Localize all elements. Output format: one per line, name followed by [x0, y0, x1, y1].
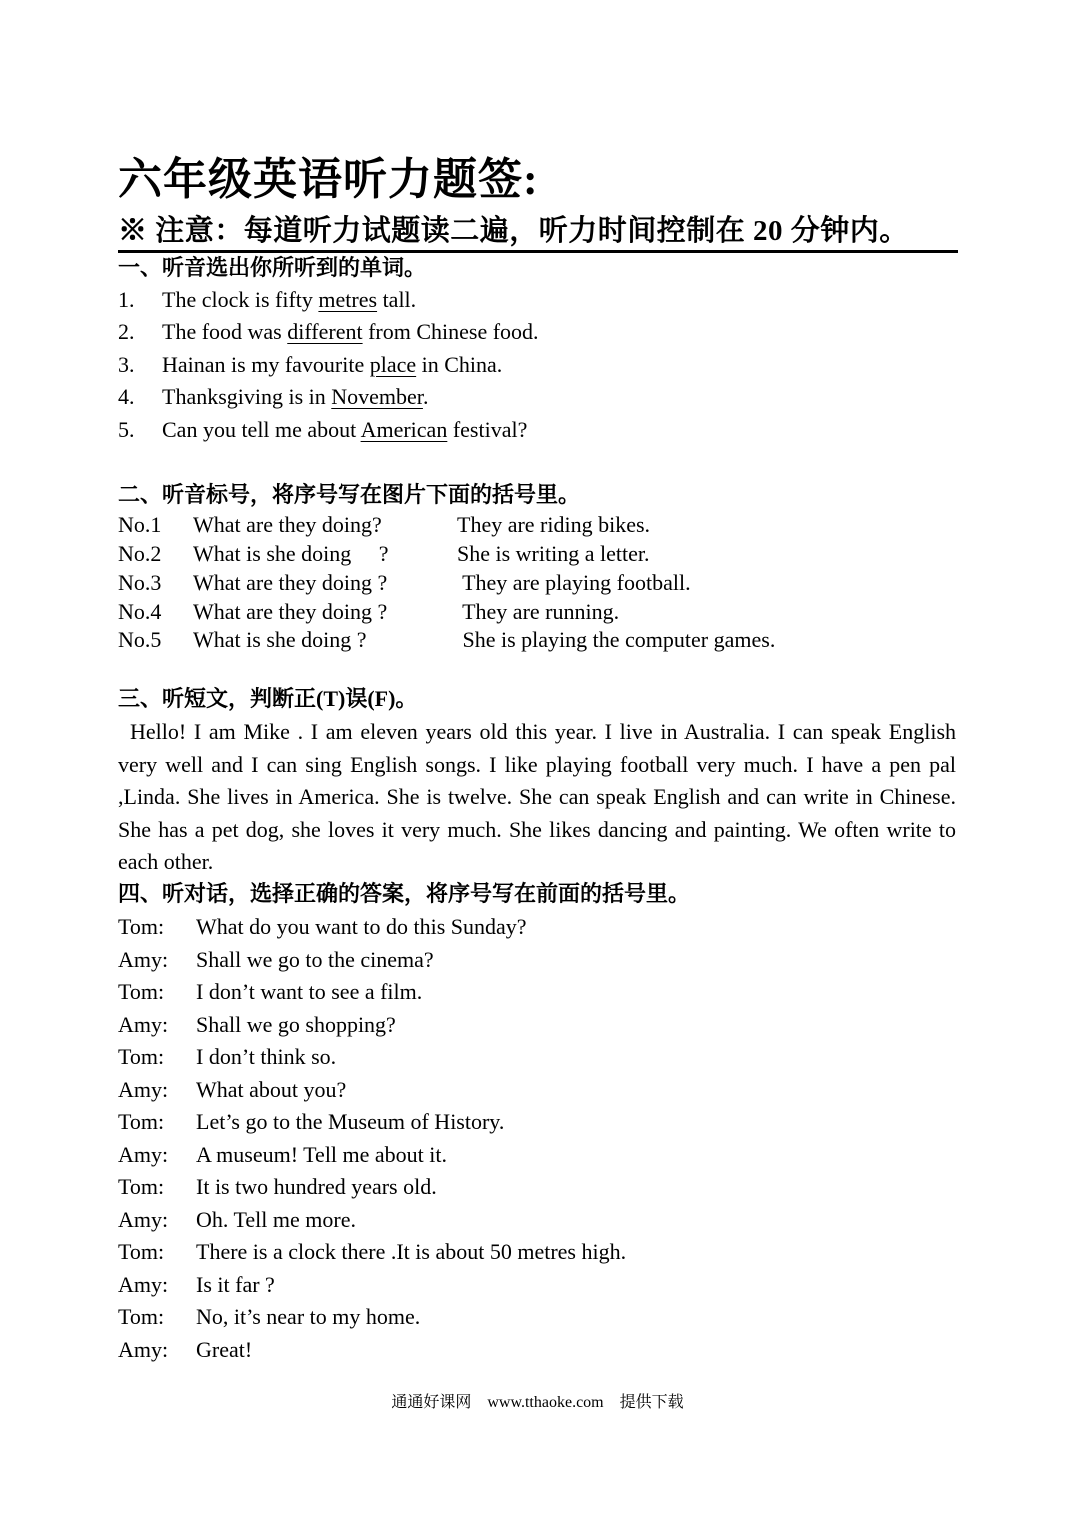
- item-text-after: tall.: [377, 287, 417, 312]
- item-question: What is she doing ?: [193, 627, 367, 652]
- utterance: I don’t think so.: [196, 1044, 337, 1069]
- item-number: 1.: [118, 287, 135, 312]
- dialogue-line: [118, 945, 434, 975]
- section-2-item: [118, 510, 650, 540]
- utterance: Shall we go to the cinema?: [196, 947, 434, 972]
- item-question: What are they doing?: [193, 512, 382, 537]
- section-2-item: [118, 597, 619, 627]
- item-text-after: in China.: [416, 352, 503, 377]
- dialogue-line: [118, 1335, 252, 1365]
- target-word: November: [331, 384, 423, 409]
- item-text-before: Hainan is my favourite: [162, 352, 370, 377]
- target-word: place: [369, 352, 417, 377]
- item-answer: They are riding bikes.: [457, 512, 651, 537]
- item-text-before: Thanksgiving is in: [162, 384, 332, 409]
- item-number: No.5: [118, 627, 162, 652]
- item-text-after: festival?: [447, 417, 528, 442]
- dialogue-line: [118, 1140, 447, 1170]
- dialogue-line: [118, 1205, 356, 1235]
- item-answer: She is playing the computer games.: [457, 627, 776, 652]
- item-number: No.2: [118, 541, 162, 566]
- page-title: 六年级英语听力题签:: [118, 155, 539, 204]
- speaker: Amy:: [118, 1012, 169, 1037]
- item-number: 2.: [118, 319, 135, 344]
- speaker: Amy:: [118, 1207, 169, 1232]
- item-number: No.1: [118, 512, 162, 537]
- item-question: What are they doing ?: [193, 570, 388, 595]
- utterance: There is a clock there .It is about 50 metres high.: [196, 1239, 627, 1264]
- item-text-after: from Chinese food.: [362, 319, 539, 344]
- utterance: No, it’s near to my home.: [196, 1304, 421, 1329]
- item-answer: They are playing football.: [457, 570, 691, 595]
- speaker: Tom:: [118, 1044, 165, 1069]
- section-1-item: [118, 415, 527, 445]
- section-2-item: [118, 539, 649, 569]
- utterance: What do you want to do this Sunday?: [196, 914, 527, 939]
- speaker: Amy:: [118, 1337, 169, 1362]
- utterance: What about you?: [196, 1077, 347, 1102]
- speaker: Amy:: [118, 1142, 169, 1167]
- page-footer: 通通好课网 www.tthaoke.com 提供下载: [391, 1394, 684, 1411]
- speaker: Tom:: [118, 1239, 165, 1264]
- dialogue-line: [118, 977, 422, 1007]
- section-4-heading: 四、听对话，选择正确的答案，将序号写在前面的括号里。: [118, 881, 691, 906]
- section-1-item: [118, 350, 502, 380]
- speaker: Amy:: [118, 947, 169, 972]
- dialogue-line: [118, 1270, 275, 1300]
- speaker: Tom:: [118, 1109, 165, 1134]
- item-text-after: .: [422, 384, 429, 409]
- item-number: No.3: [118, 570, 162, 595]
- item-text-before: Can you tell me about: [162, 417, 361, 442]
- dialogue-line: [118, 1075, 346, 1105]
- item-text-before: The food was: [162, 319, 288, 344]
- section-2-item: [118, 625, 775, 655]
- item-question: What is she doing ?: [193, 541, 389, 566]
- dialogue-line: [118, 1010, 396, 1040]
- item-number: 5.: [118, 417, 135, 442]
- utterance: It is two hundred years old.: [196, 1174, 437, 1199]
- speaker: Amy:: [118, 1077, 169, 1102]
- speaker: Tom:: [118, 1174, 165, 1199]
- utterance: Let’s go to the Museum of History.: [196, 1109, 505, 1134]
- notice-line: ※ 注意：每道听力试题读二遍，听力时间控制在 20 分钟内。: [118, 212, 958, 253]
- section-2-item: [118, 568, 691, 598]
- dialogue-line: [118, 1172, 437, 1202]
- item-answer: She is writing a letter.: [457, 541, 650, 566]
- section-1-heading: 一、听音选出你所听到的单词。: [118, 255, 427, 280]
- dialogue-line: [118, 1237, 626, 1267]
- utterance: A museum! Tell me about it.: [196, 1142, 448, 1167]
- speaker: Tom:: [118, 1304, 165, 1329]
- item-number: 4.: [118, 384, 135, 409]
- item-number: 3.: [118, 352, 135, 377]
- target-word: American: [360, 417, 448, 442]
- item-text-before: The clock is fifty: [162, 287, 319, 312]
- section-1-item: [118, 382, 428, 412]
- utterance: Is it far ?: [196, 1272, 275, 1297]
- speaker: Amy:: [118, 1272, 169, 1297]
- item-number: No.4: [118, 599, 162, 624]
- utterance: Shall we go shopping?: [196, 1012, 396, 1037]
- utterance: I don’t want to see a film.: [196, 979, 423, 1004]
- item-answer: They are running.: [457, 599, 620, 624]
- section-3-passage: Hello! I am Mike . I am eleven years old this year. I live in Australia. I can speak English very well and I can sing English songs. I like playing football very much. I have a pen pal ,Linda. She lives in America. She is twelve. She can speak English and can write in Chinese. She has a pet dog, she loves it very much. She likes dancing and painting. We often write to each other.: [118, 719, 956, 874]
- section-1-item: [118, 317, 539, 347]
- target-word: metres: [318, 287, 378, 312]
- dialogue-line: [118, 1302, 420, 1332]
- dialogue-line: [118, 1042, 336, 1072]
- section-2-heading: 二、听音标号，将序号写在图片下面的括号里。: [118, 482, 581, 507]
- speaker: Tom:: [118, 979, 165, 1004]
- speaker: Tom:: [118, 914, 165, 939]
- target-word: different: [287, 319, 363, 344]
- section-1-item: [118, 285, 416, 315]
- dialogue-line: [118, 1107, 504, 1137]
- utterance: Great!: [196, 1337, 253, 1362]
- section-3-heading: 三、听短文，判断正(T)误(F)。: [118, 686, 418, 711]
- dialogue-line: [118, 912, 527, 942]
- item-question: What are they doing ?: [193, 599, 388, 624]
- utterance: Oh. Tell me more.: [196, 1207, 356, 1232]
